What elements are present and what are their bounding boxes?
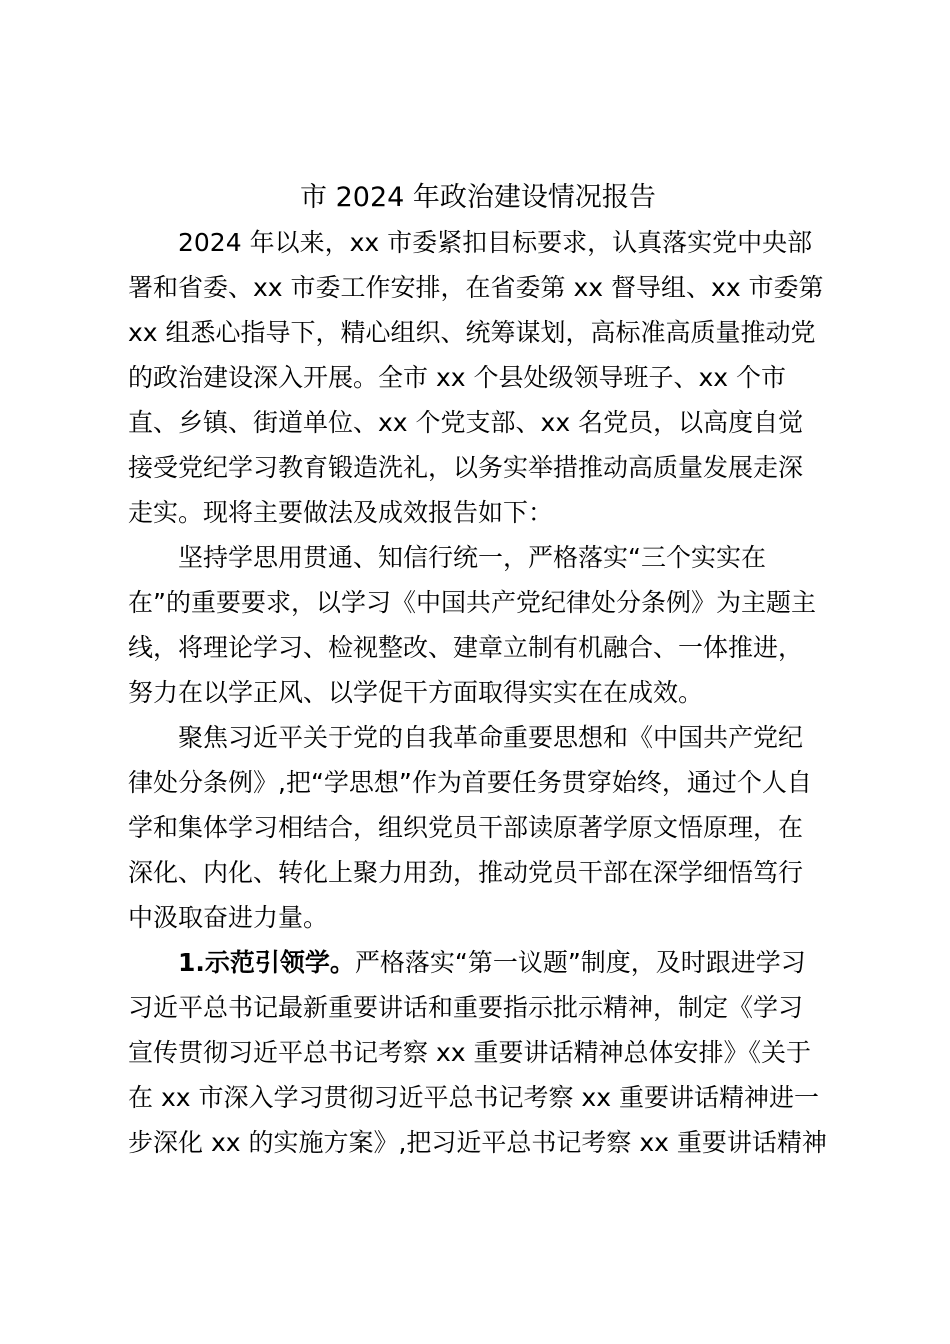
paragraph-4-line-2: 习近平总书记最新重要讲话和重要指示批示精神，制定《学习 bbox=[128, 993, 804, 1022]
document-title: 市 2024 年政治建设情况报告 bbox=[300, 182, 656, 213]
paragraph-2-line-1: 坚持学思用贯通、知信行统一，严格落实“三个实实在 bbox=[178, 543, 766, 572]
paragraph-3-line-1: 聚焦习近平关于党的自我革命重要思想和《中国共产党纪 bbox=[178, 723, 804, 752]
paragraph-4-line-3: 宣传贯彻习近平总书记考察 xx 重要讲话精神总体安排》《关于 bbox=[128, 1038, 811, 1067]
paragraph-3-line-2: 律处分条例》,把“学思想”作为首要任务贯穿始终，通过个人自 bbox=[128, 768, 812, 797]
paragraph-1-line-7: 走实。现将主要做法及成效报告如下： bbox=[128, 498, 554, 527]
paragraph-2-line-4: 努力在以学正风、以学促干方面取得实实在在成效。 bbox=[128, 678, 704, 707]
paragraph-1-line-1: 2024 年以来，xx 市委紧扣目标要求，认真落实党中央部 bbox=[178, 228, 813, 257]
paragraph-3-line-5: 中汲取奋进力量。 bbox=[128, 903, 329, 932]
paragraph-4-line-1 bbox=[178, 941, 830, 985]
paragraph-1-line-6: 接受党纪学习教育锻造洗礼，以务实举措推动高质量发展走深 bbox=[128, 453, 804, 482]
section-heading: 1.示范引领学。 bbox=[178, 948, 355, 977]
paragraph-1-line-2: 署和省委、xx 市委工作安排，在省委第 xx 督导组、xx 市委第 bbox=[128, 273, 824, 302]
paragraph-1-line-3: xx 组悉心指导下，精心组织、统筹谋划，高标准高质量推动党 bbox=[128, 318, 816, 347]
paragraph-4-first-line-text: 严格落实“第一议题”制度，及时跟进学习 bbox=[354, 948, 806, 977]
paragraph-2-line-3: 线，将理论学习、检视整改、建章立制有机融合、一体推进， bbox=[128, 633, 804, 662]
paragraph-4-line-5: 步深化 xx 的实施方案》,把习近平总书记考察 xx 重要讲话精神 bbox=[128, 1128, 827, 1157]
paragraph-2-line-2: 在”的重要要求，以学习《中国共产党纪律处分条例》为主题主 bbox=[128, 588, 816, 617]
paragraph-3-line-4: 深化、内化、转化上聚力用劲，推动党员干部在深学细悟笃行 bbox=[128, 858, 804, 887]
paragraph-4-line-4: 在 xx 市深入学习贯彻习近平总书记考察 xx 重要讲话精神进一 bbox=[128, 1083, 819, 1112]
paragraph-1-line-4: 的政治建设深入开展。全市 xx 个县处级领导班子、xx 个市 bbox=[128, 363, 787, 392]
paragraph-1-line-5: 直、乡镇、街道单位、xx 个党支部、xx 名党员，以高度自觉 bbox=[128, 408, 804, 437]
paragraph-3-line-3: 学和集体学习相结合，组织党员干部读原著学原文悟原理，在 bbox=[128, 813, 804, 842]
